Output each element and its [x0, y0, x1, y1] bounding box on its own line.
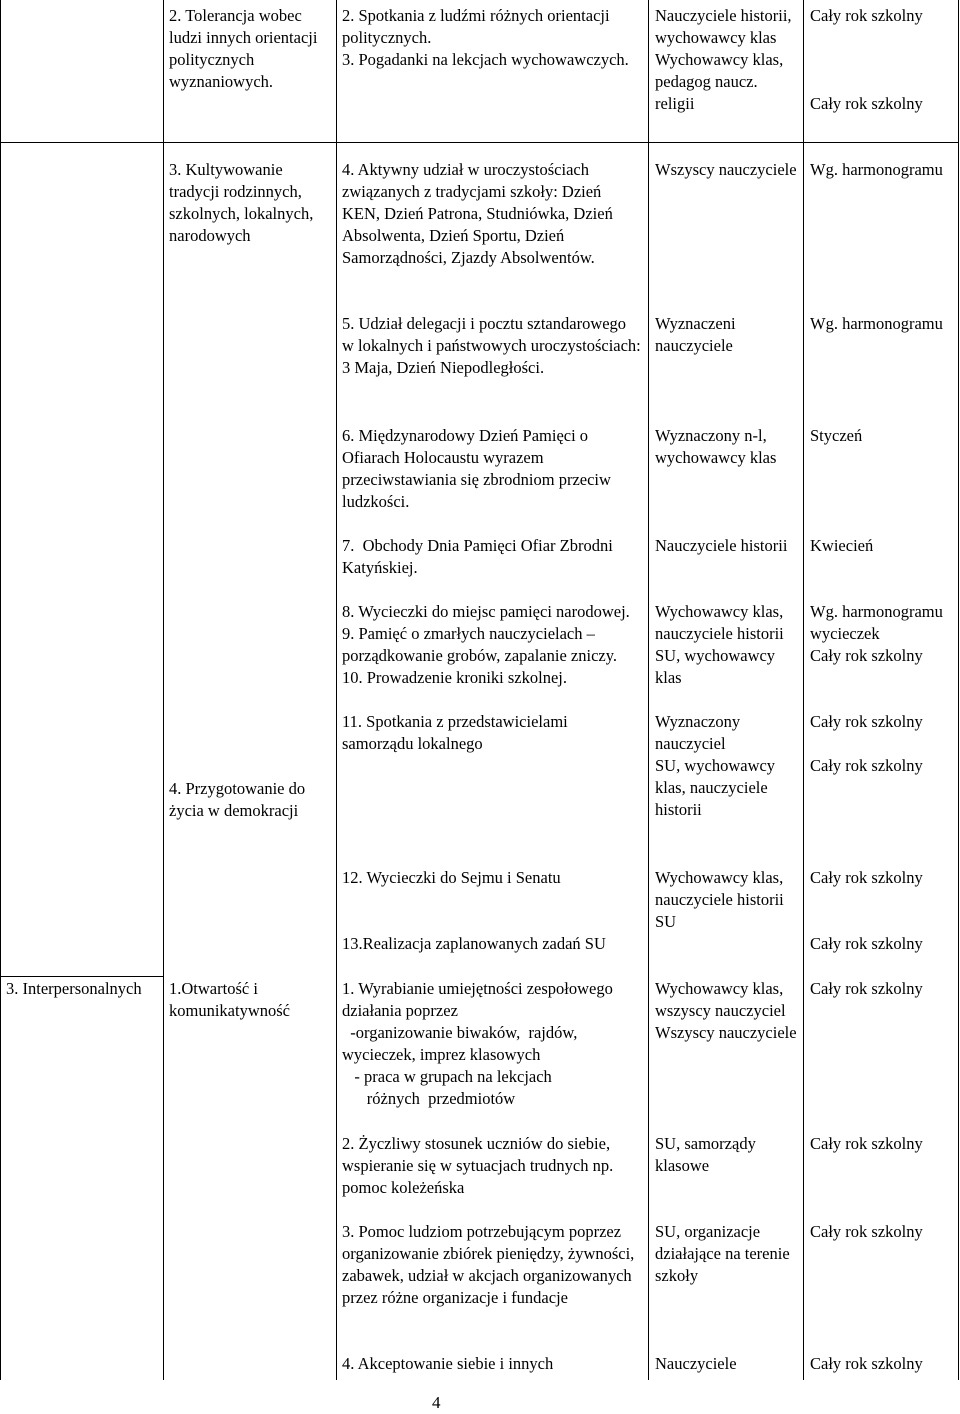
table-cell-task: 4. Akceptowanie siebie i innych: [342, 1354, 554, 1373]
table-cell-deadline: Cały rok szkolny: [810, 1134, 923, 1153]
table-cell-task: 2. Spotkania z ludźmi różnych orientacji politycznych. 3. Pogadanki na lekcjach wychowawczych.: [342, 6, 629, 69]
table-cell-deadline: Cały rok szkolny: [810, 1222, 923, 1241]
table-cell-deadline: Cały rok szkolny: [810, 1354, 923, 1373]
table-cell-responsible: Wyznaczony n-l, wychowawcy klas: [655, 426, 777, 467]
page-number: 4: [432, 1393, 441, 1412]
table-column-divider: [336, 0, 337, 1380]
table-cell-responsible: Wszyscy nauczyciele: [655, 160, 797, 179]
table-row-divider: [0, 976, 164, 977]
table-cell-task: 2. Życzliwy stosunek uczniów do siebie, wspieranie się w sytuacjach trudnych np. pomoc koleżeńska: [342, 1134, 618, 1197]
table-row-divider: [0, 142, 959, 143]
table-column-divider: [648, 0, 649, 1380]
table-cell-responsible: SU, organizacje działające na terenie szkoły: [655, 1222, 794, 1285]
table-cell-task: 4. Aktywny udział w uroczystościach związanych z tradycjami szkoły: Dzień KEN, Dzień Patrona, Studniówka, Dzień Absolwenta, Dzień Sportu, Dzień Samorządności, Zjazdy Absolwentów.: [342, 160, 617, 267]
table-cell-goal: 3. Kultywowanie tradycji rodzinnych, szkolnych, lokalnych, narodowych: [169, 160, 318, 245]
table-cell-responsible: Wychowawcy klas, wszyscy nauczyciel Wszyscy nauczyciele: [655, 979, 797, 1042]
table-cell-task: 12. Wycieczki do Sejmu i Senatu 13.Realizacja zaplanowanych zadań SU: [342, 868, 606, 953]
table-cell-deadline: Cały rok szkolny: [810, 979, 923, 998]
table-cell-area: 3. Interpersonalnych: [6, 979, 142, 998]
table-cell-deadline: Kwiecień: [810, 536, 874, 555]
table-cell-deadline: Wg. harmonogramu wycieczek Cały rok szkolny Cały rok szkolny Cały rok szkolny: [810, 602, 943, 775]
table-border-right: [958, 0, 959, 1380]
table-cell-responsible: Wychowawcy klas, nauczyciele historii SU: [655, 868, 784, 931]
table-cell-task: 7. Obchody Dnia Pamięci Ofiar Zbrodni Katyńskiej.: [342, 536, 617, 577]
table-border-left: [0, 0, 1, 1380]
table-cell-goal: 4. Przygotowanie do życia w demokracji: [169, 779, 310, 820]
table-cell-task: 5. Udział delegacji i pocztu sztandarowego w lokalnych i państwowych uroczystościach: 3 Maja, Dzień Niepodległości.: [342, 314, 645, 377]
table-cell-goal: 2. Tolerancja wobec ludzi innych orientacji politycznych wyznaniowych.: [169, 6, 322, 91]
table-cell-task: 1. Wyrabianie umiejętności zespołowego działania poprzez -organizowanie biwaków, rajdów, wycieczek, imprez klasowych - praca w grupach na lekcjach różnych przedmiotów: [342, 979, 613, 1108]
table-cell-task: 3. Pomoc ludziom potrzebującym poprzez organizowanie zbiórek pieniędzy, żywności, zabawek, udział w akcjach organizowanych przez różne organizacje i fundacje: [342, 1222, 639, 1307]
table-cell-deadline: Cały rok szkolny Cały rok szkolny: [810, 6, 923, 113]
table-column-divider: [803, 0, 804, 1380]
table-cell-responsible: SU, samorządy klasowe: [655, 1134, 760, 1175]
table-cell-deadline: Wg. harmonogramu: [810, 314, 943, 333]
table-cell-task: 8. Wycieczki do miejsc pamięci narodowej. 9. Pamięć o zmarłych nauczycielach – porządkowanie grobów, zapalanie zniczy. 10. Prowadzenie kroniki szkolnej. 11. Spotkania z przedstawicielami samorządu lokalnego: [342, 602, 630, 753]
table-cell-responsible: Nauczyciele: [655, 1354, 737, 1373]
table-cell-responsible: Nauczyciele historii, wychowawcy klas Wychowawcy klas, pedagog naucz. religii: [655, 6, 792, 113]
table-cell-goal: 1.Otwartość i komunikatywność: [169, 979, 290, 1020]
table-cell-deadline: Wg. harmonogramu: [810, 160, 943, 179]
table-cell-deadline: Cały rok szkolny Cały rok szkolny: [810, 868, 923, 953]
table-cell-responsible: Wychowawcy klas, nauczyciele historii SU, wychowawcy klas Wyznaczony nauczyciel SU, wychowawcy klas, nauczyciele historii: [655, 602, 784, 819]
table-column-divider: [163, 0, 164, 1380]
table-cell-responsible: Nauczyciele historii: [655, 536, 788, 555]
table-cell-deadline: Styczeń: [810, 426, 863, 445]
table-cell-responsible: Wyznaczeni nauczyciele: [655, 314, 740, 355]
table-cell-task: 6. Międzynarodowy Dzień Pamięci o Ofiarach Holocaustu wyrazem przeciwstawiania się zbrodniom przeciw ludzkości.: [342, 426, 616, 511]
